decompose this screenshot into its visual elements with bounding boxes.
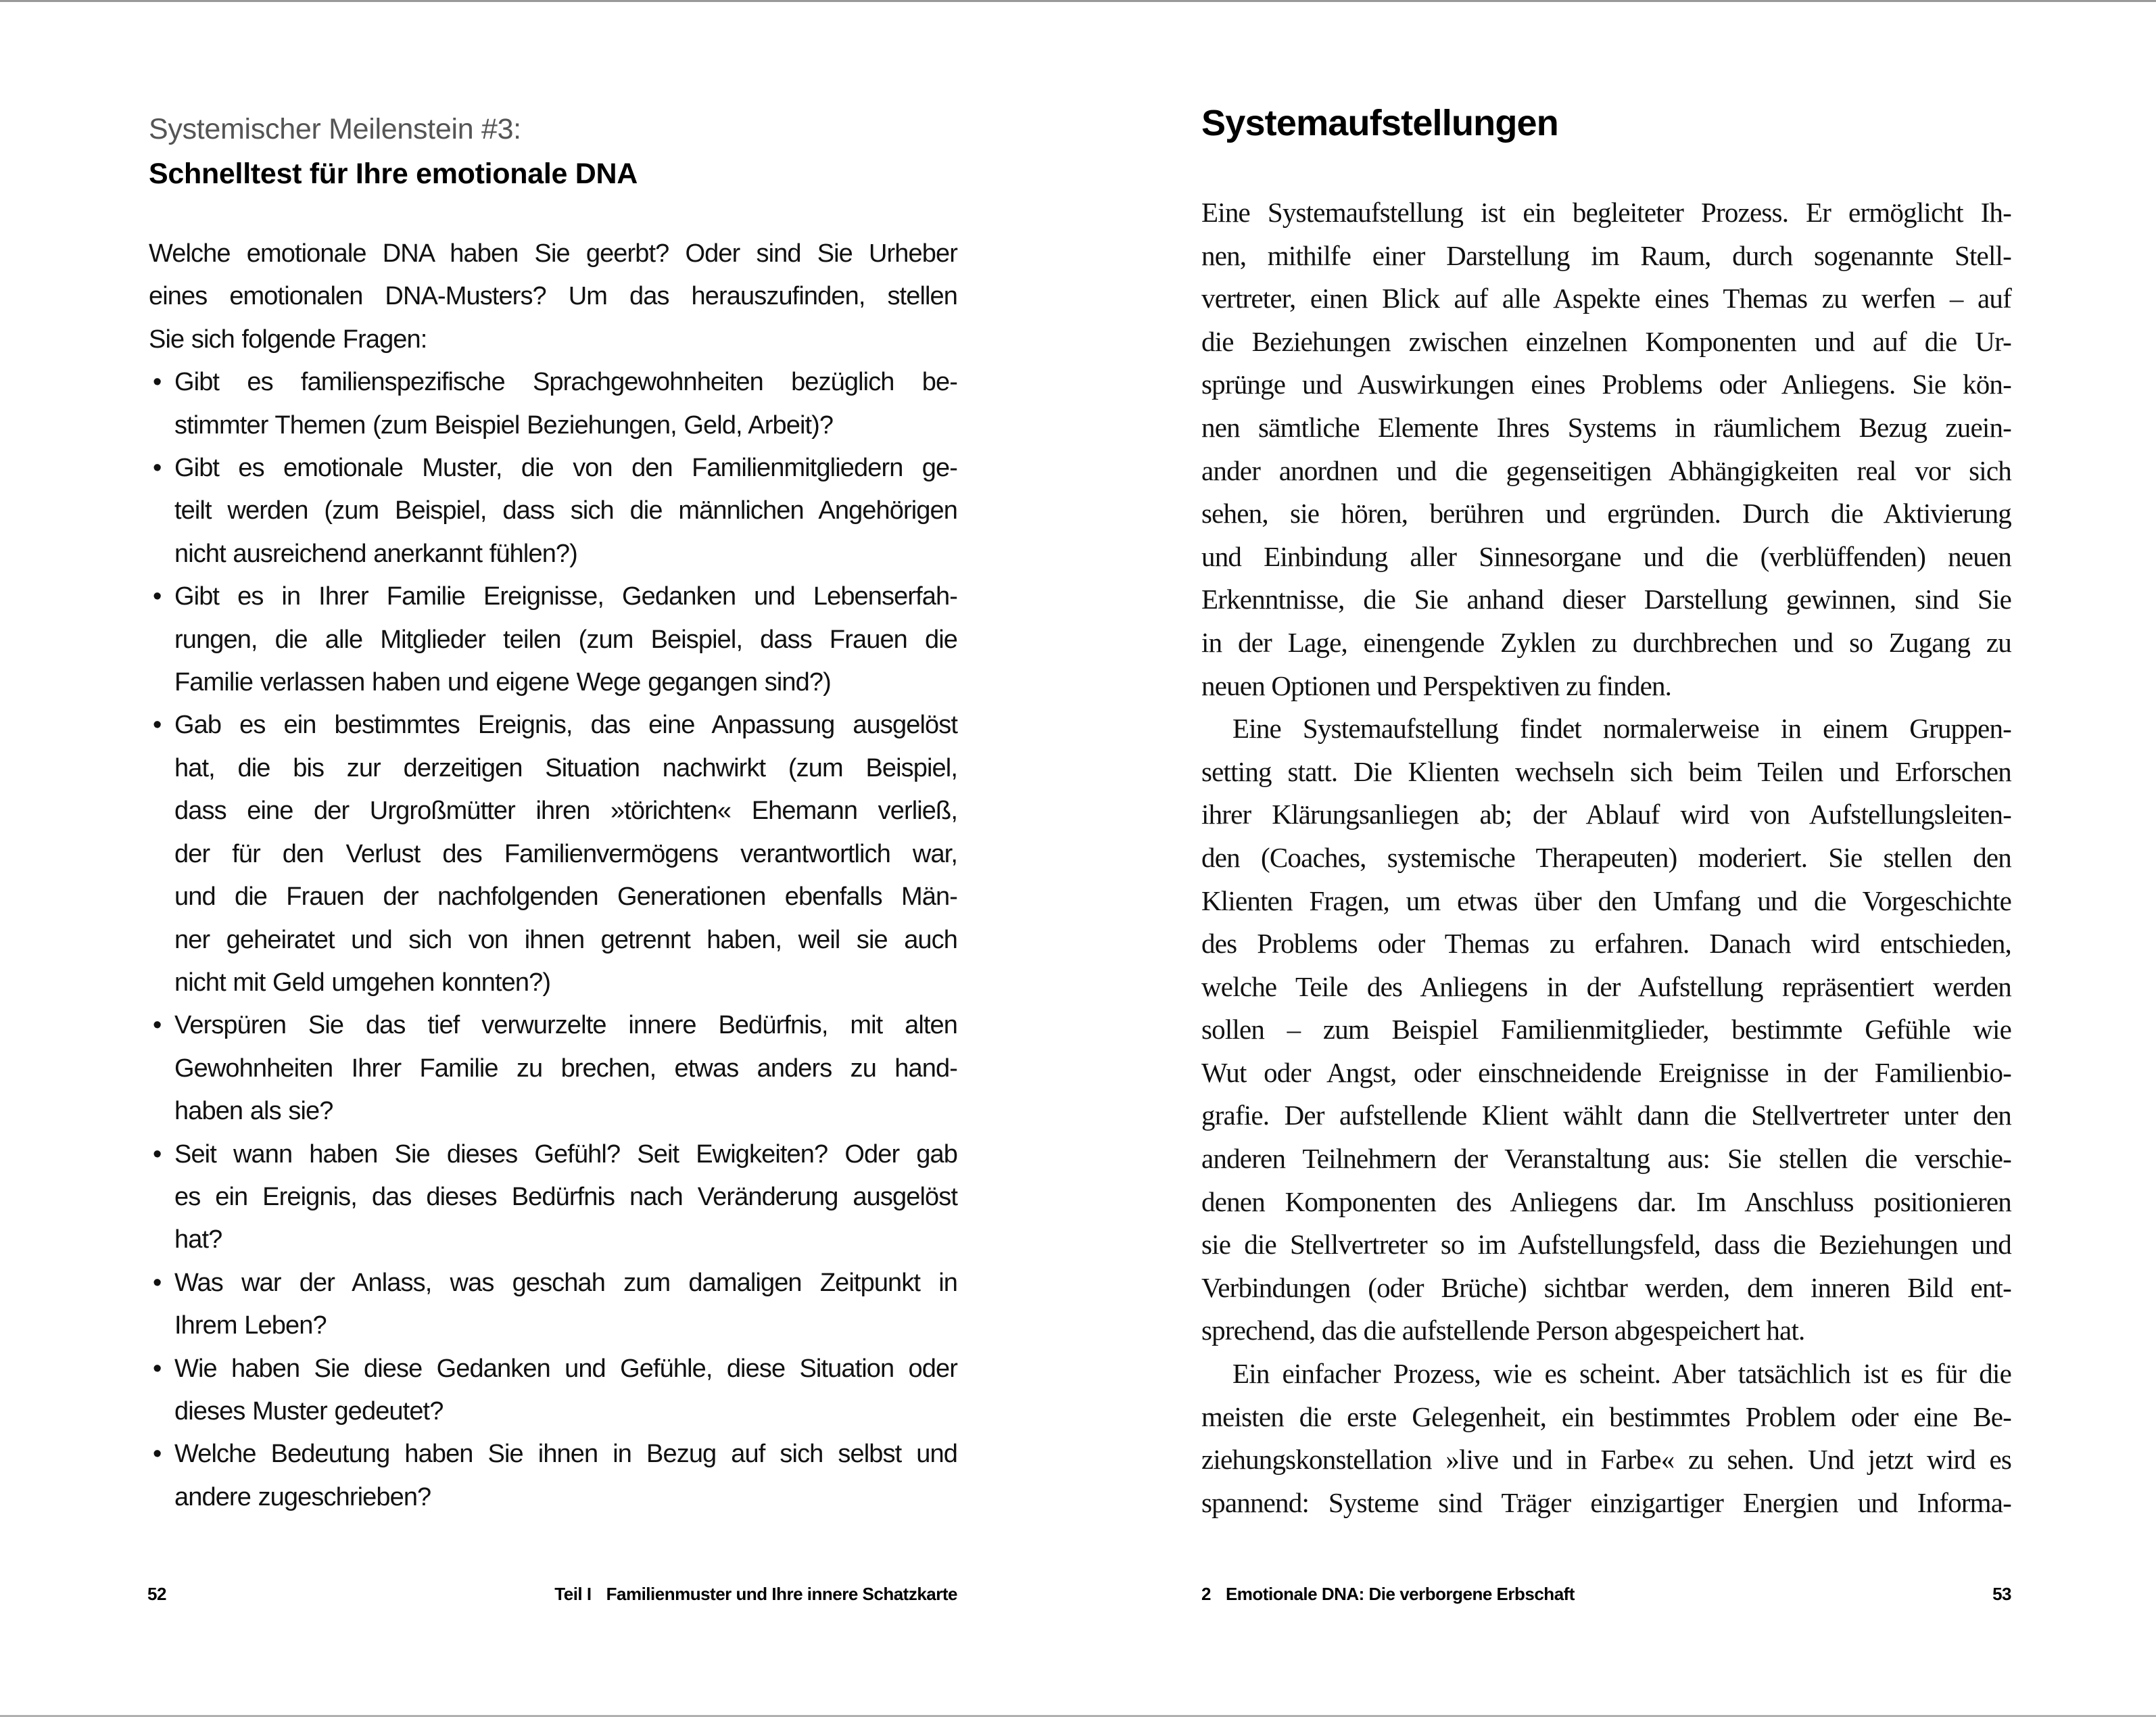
text-line: in der Lage, einengende Zyklen zu durchbrechen und so Zugang zu bbox=[1201, 626, 2011, 658]
right-page bbox=[1078, 0, 2156, 1717]
bullet-icon: • bbox=[153, 1268, 162, 1297]
question-item bbox=[149, 447, 957, 575]
text-line: sollen – zum Beispiel Familienmitglieder, bestimmte Gefühle wie bbox=[1201, 1014, 2011, 1045]
milestone-title: Schnelltest für Ihre emotionale DNA bbox=[149, 158, 638, 190]
text-line: sprechend, das die aufstellende Person abgespeichert hat. bbox=[1201, 1315, 1805, 1346]
text-line: Welche emotionale DNA haben Sie geerbt? Oder sind Sie Urheber bbox=[149, 239, 957, 268]
page-number-left: 52 bbox=[147, 1584, 166, 1604]
text-line: die Beziehungen zwischen einzelnen Komponenten und auf die Ur- bbox=[1201, 325, 2011, 357]
text-line: Klienten Fragen, um etwas über den Umfang und die Vorgeschichte bbox=[1201, 885, 2011, 916]
text-line: Ihrem Leben? bbox=[174, 1311, 327, 1340]
left-body-text bbox=[149, 233, 957, 1519]
question-item bbox=[149, 1262, 957, 1348]
running-head-right bbox=[1201, 1582, 1575, 1605]
text-line: andere zugeschrieben? bbox=[174, 1482, 431, 1511]
page-number-right: 53 bbox=[1992, 1584, 2011, 1604]
paragraph bbox=[1201, 707, 2011, 1353]
text-line: es ein Ereignis, das dieses Bedürfnis nach Veränderung ausgelöst bbox=[174, 1182, 957, 1211]
text-line: rungen, die alle Mitglieder teilen (zum Beispiel, dass Frauen die bbox=[174, 625, 957, 654]
text-line: Wie haben Sie diese Gedanken und Gefühle, diese Situation oder bbox=[174, 1354, 957, 1383]
text-line: sprünge und Auswirkungen eines Problems oder Anliegens. Sie kön- bbox=[1201, 369, 2011, 400]
running-head-part: Teil I bbox=[554, 1584, 592, 1604]
text-line: hat? bbox=[174, 1225, 222, 1254]
text-line: denen Komponenten des Anliegens dar. Im Anschluss positionieren bbox=[1201, 1185, 2011, 1217]
text-line: Verbindungen (oder Brüche) sichtbar werden, dem inneren Bild ent- bbox=[1201, 1271, 2011, 1303]
question-item bbox=[149, 575, 957, 704]
text-line: Gibt es emotionale Muster, die von den Familienmitgliedern ge- bbox=[174, 454, 957, 483]
text-line: nicht mit Geld umgehen konnten?) bbox=[174, 968, 551, 997]
text-line: teilt werden (zum Beispiel, dass sich die männlichen Angehörigen bbox=[174, 496, 957, 525]
text-line: spannend: Systeme sind Träger einzigartiger Energien und Informa- bbox=[1201, 1486, 2011, 1518]
text-line: grafie. Der aufstellende Klient wählt dann die Stellvertreter unter den bbox=[1201, 1100, 2011, 1131]
question-item bbox=[149, 1433, 957, 1519]
text-line: Gewohnheiten Ihrer Familie zu brechen, etwas anders zu hand- bbox=[174, 1054, 957, 1083]
text-line: ihrer Klärungsanliegen ab; der Ablauf wird von Aufstellungsleiten- bbox=[1201, 799, 2011, 830]
question-item bbox=[149, 1004, 957, 1133]
paragraph bbox=[1201, 191, 2011, 707]
question-list bbox=[149, 361, 957, 1519]
text-line: ziehungskonstellation »live und in Farbe« zu sehen. Und jetzt wird es bbox=[1201, 1444, 2011, 1476]
text-line: sehen, sie hören, berühren und ergründen. Durch die Aktivierung bbox=[1201, 498, 2011, 530]
text-line: nen, mithilfe einer Darstellung im Raum, durch sogenannte Stell- bbox=[1201, 239, 2011, 271]
bullet-icon: • bbox=[153, 1139, 162, 1169]
milestone-kicker: Systemischer Meilenstein #3: bbox=[149, 113, 521, 145]
text-line: Erkenntnisse, die Sie anhand dieser Darstellung gewinnen, sind Sie bbox=[1201, 584, 2011, 615]
text-line: Eine Systemaufstellung findet normalerweise in einem Gruppen- bbox=[1232, 713, 2011, 745]
running-head-left bbox=[554, 1582, 957, 1605]
text-line: eines emotionalen DNA-Musters? Um das herauszufinden, stellen bbox=[149, 282, 957, 311]
text-line: ner geheiratet und sich von ihnen getrennt haben, weil sie auch bbox=[174, 925, 957, 954]
bullet-icon: • bbox=[153, 1011, 162, 1040]
question-item bbox=[149, 704, 957, 1004]
text-line: sie die Stellvertreter so im Aufstellungsfeld, dass die Beziehungen und bbox=[1201, 1229, 2011, 1261]
text-line: des Problems oder Themas zu erfahren. Danach wird entschieden, bbox=[1201, 928, 2011, 960]
text-line: haben als sie? bbox=[174, 1097, 333, 1126]
text-line: ander anordnen und die gegenseitigen Abhängigkeiten real vor sich bbox=[1201, 454, 2011, 486]
text-line: Verspüren Sie das tief verwurzelte innere Bedürfnis, mit alten bbox=[174, 1011, 957, 1040]
right-body-text bbox=[1201, 191, 2011, 1524]
text-line: hat, die bis zur derzeitigen Situation nachwirkt (zum Beispiel, bbox=[174, 753, 957, 782]
text-line: Was war der Anlass, was geschah zum damaligen Zeitpunkt in bbox=[174, 1268, 957, 1297]
text-line: der für den Verlust des Familienvermögens verantwortlich war, bbox=[174, 839, 957, 868]
text-line: Familie verlassen haben und eigene Wege gegangen sind?) bbox=[174, 668, 831, 697]
text-line: dass eine der Urgroßmütter ihren »törichten« Ehemann verließ, bbox=[174, 797, 957, 826]
running-head-title: Familienmuster und Ihre innere Schatzkarte bbox=[606, 1584, 957, 1604]
question-item bbox=[149, 1133, 957, 1262]
text-line: Ein einfacher Prozess, wie es scheint. Aber tatsächlich ist es für die bbox=[1232, 1358, 2011, 1390]
text-line: vertreter, einen Blick auf alle Aspekte eines Themas zu werfen – auf bbox=[1201, 283, 2011, 314]
bullet-icon: • bbox=[153, 711, 162, 740]
text-line: und die Frauen der nachfolgenden Generationen ebenfalls Män- bbox=[174, 883, 957, 912]
text-line: den (Coaches, systemische Therapeuten) moderiert. Sie stellen den bbox=[1201, 841, 2011, 873]
milestone-heading bbox=[149, 107, 957, 196]
question-item bbox=[149, 1348, 957, 1434]
bullet-icon: • bbox=[153, 1354, 162, 1383]
question-item bbox=[149, 361, 957, 447]
bullet-icon: • bbox=[153, 368, 162, 397]
text-line: stimmter Themen (zum Beispiel Beziehungen, Geld, Arbeit)? bbox=[174, 410, 834, 440]
paragraph bbox=[1201, 1353, 2011, 1524]
text-line: nen sämtliche Elemente Ihres Systems in räumlichem Bezug zuein- bbox=[1201, 411, 2011, 443]
running-head-chapter: 2 bbox=[1201, 1584, 1211, 1604]
text-line: Wut oder Angst, oder einschneidende Ereignisse in der Familienbio- bbox=[1201, 1056, 2011, 1088]
text-line: Sie sich folgende Fragen: bbox=[149, 325, 427, 354]
running-head-title: Emotionale DNA: Die verborgene Erbschaft bbox=[1225, 1584, 1575, 1604]
text-line: Seit wann haben Sie dieses Gefühl? Seit Ewigkeiten? Oder gab bbox=[174, 1139, 957, 1169]
text-line: anderen Teilnehmern der Veranstaltung aus: Sie stellen die verschie- bbox=[1201, 1143, 2011, 1175]
text-line: Gibt es in Ihrer Familie Ereignisse, Gedanken und Lebenserfah- bbox=[174, 582, 957, 611]
text-line: meisten die erste Gelegenheit, ein bestimmtes Problem oder eine Be- bbox=[1201, 1401, 2011, 1432]
text-line: neuen Optionen und Perspektiven zu finden. bbox=[1201, 669, 1672, 701]
text-line: Welche Bedeutung haben Sie ihnen in Bezug auf sich selbst und bbox=[174, 1440, 957, 1469]
bullet-icon: • bbox=[153, 1440, 162, 1469]
text-line: nicht ausreichend anerkannt fühlen?) bbox=[174, 539, 577, 568]
text-line: welche Teile des Anliegens in der Aufstellung repräsentiert werden bbox=[1201, 970, 2011, 1002]
bullet-icon: • bbox=[153, 454, 162, 483]
text-line: Gibt es familienspezifische Sprachgewohnheiten bezüglich be- bbox=[174, 368, 957, 397]
text-line: Gab es ein bestimmtes Ereignis, das eine Anpassung ausgelöst bbox=[174, 711, 957, 740]
text-line: setting statt. Die Klienten wechseln sich beim Teilen und Erforschen bbox=[1201, 755, 2011, 787]
intro-paragraph bbox=[149, 233, 957, 361]
text-line: dieses Muster gedeutet? bbox=[174, 1396, 444, 1426]
text-line: Eine Systemaufstellung ist ein begleiteter Prozess. Er ermöglicht Ih- bbox=[1201, 197, 2011, 228]
bullet-icon: • bbox=[153, 582, 162, 611]
text-line: und Einbindung aller Sinnesorgane und die (verblüffenden) neuen bbox=[1201, 540, 2011, 572]
section-heading: Systemaufstellungen bbox=[1201, 103, 1558, 143]
